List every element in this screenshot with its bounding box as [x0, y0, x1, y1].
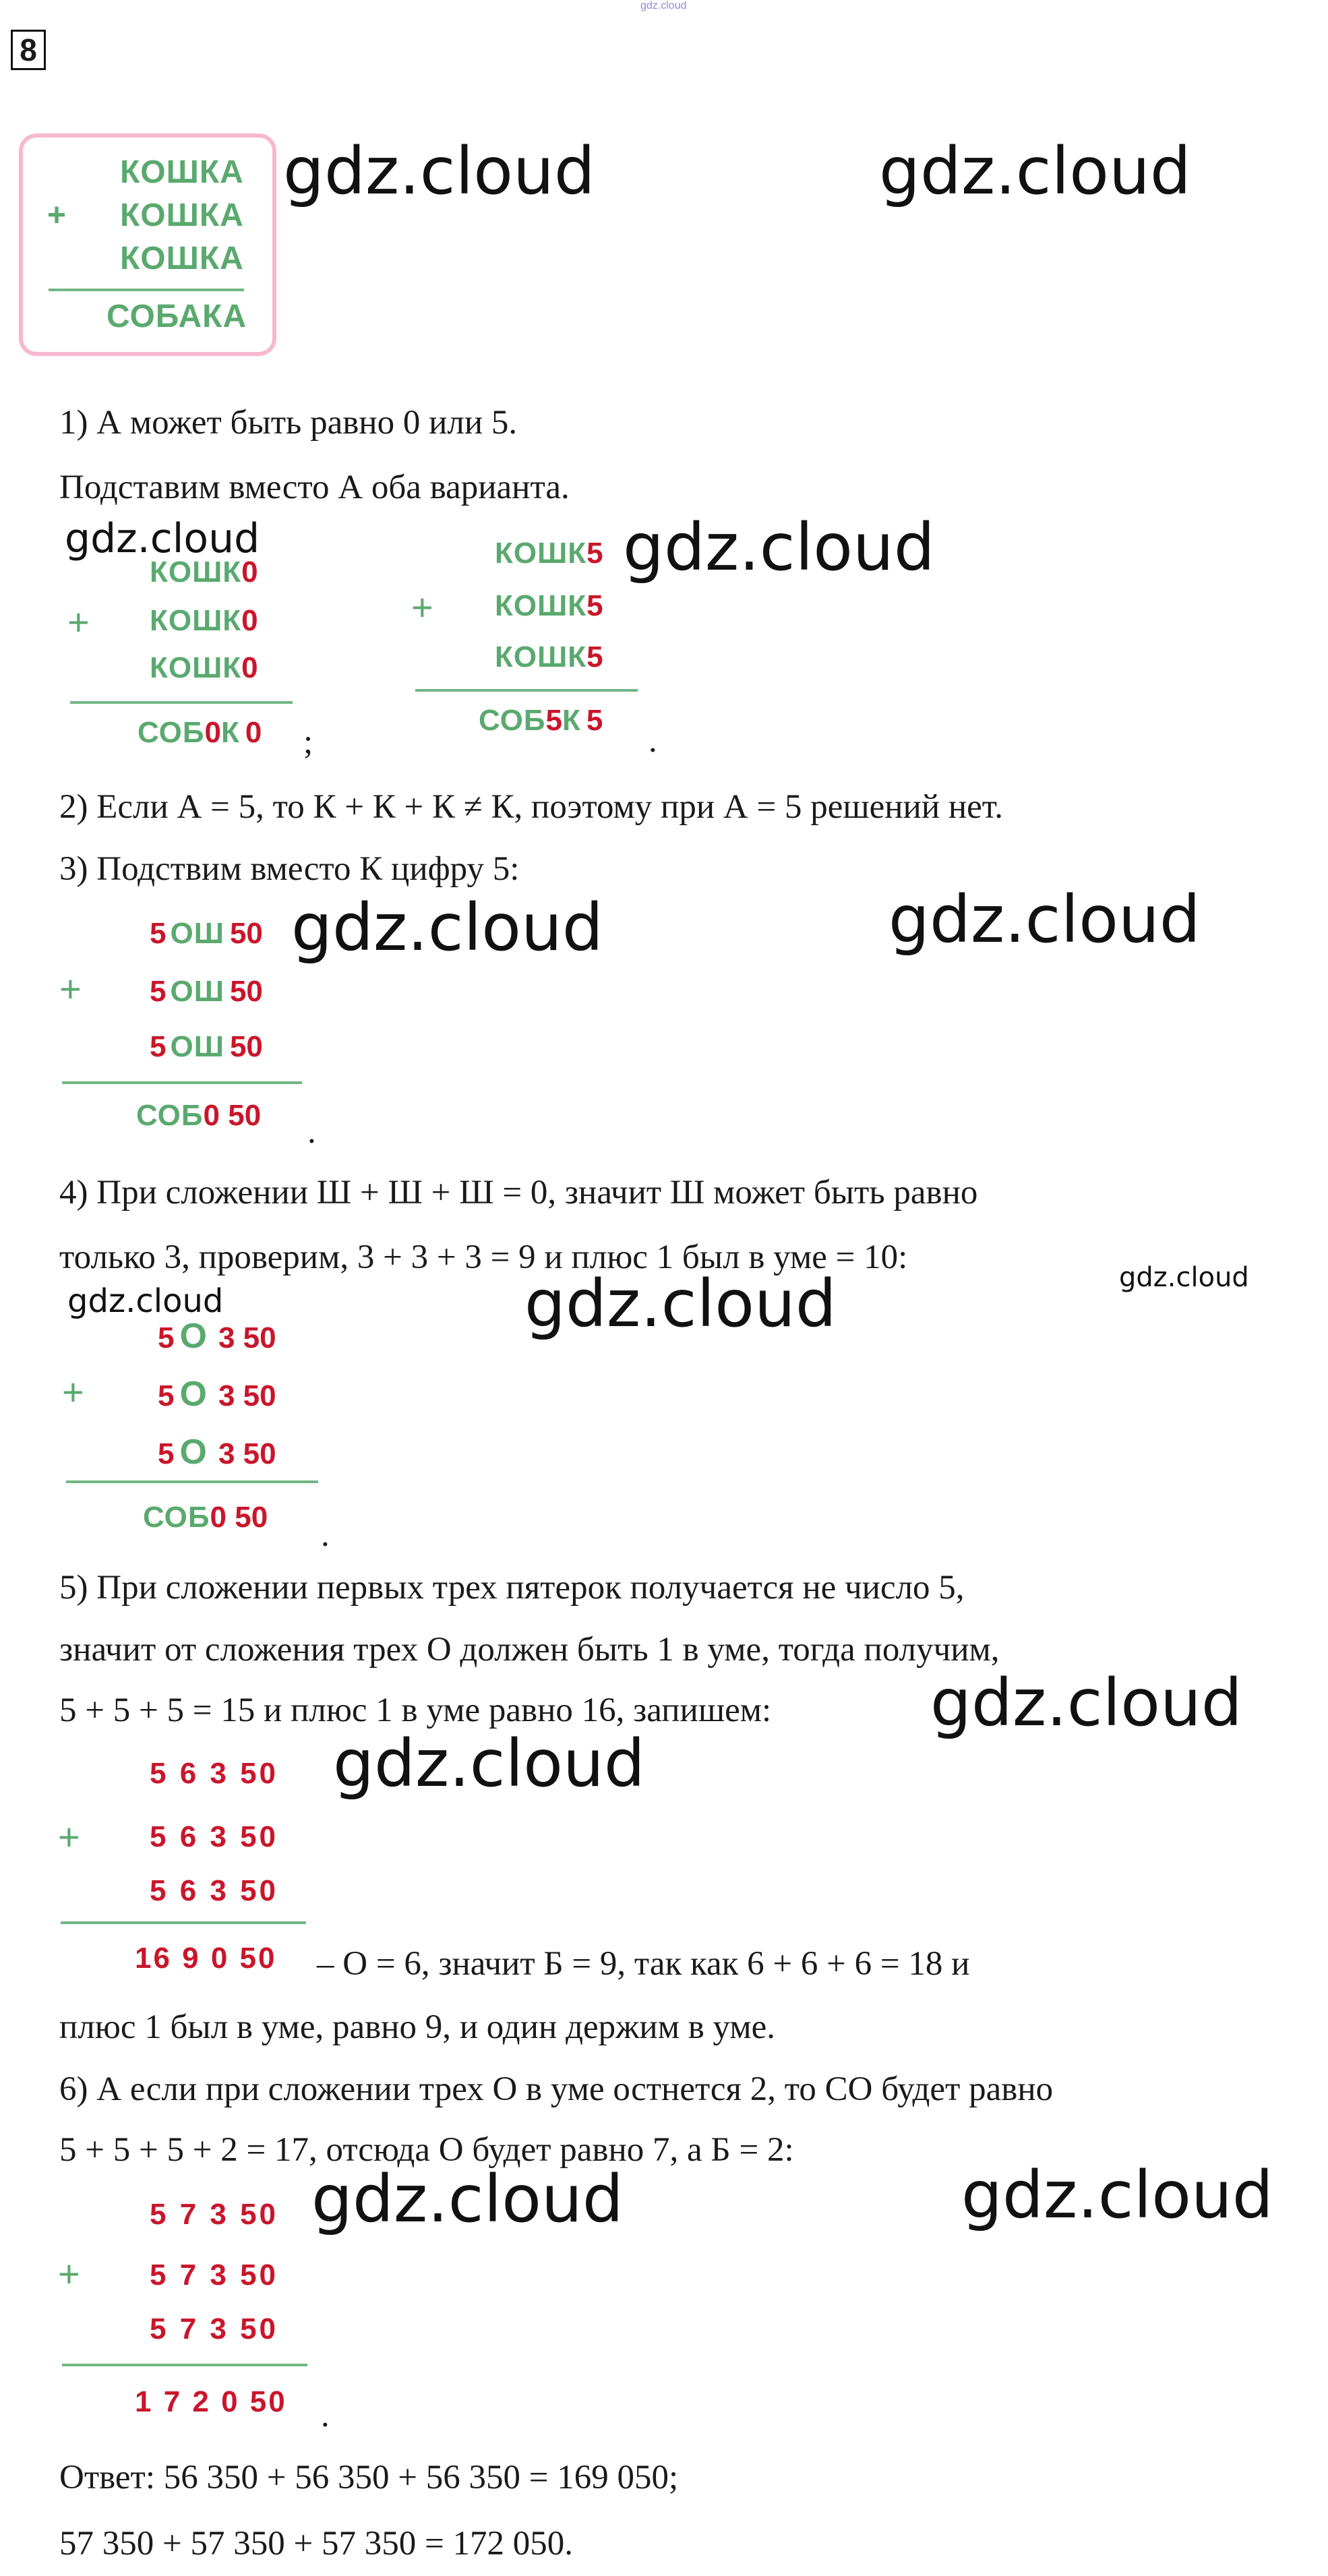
step5-text3: 5 + 5 + 5 = 15 и плюс 1 в уме равно 16, запишем: [59, 1691, 772, 1729]
var0-row-2: КОШК 0 [150, 604, 258, 637]
watermark: gdz.cloud [333, 1726, 645, 1801]
step5-rule [61, 1921, 306, 1924]
step5-text2: значит от сложения трех О должен быть 1 в уме, тогда получим, [59, 1631, 1000, 1669]
step4-row-3: 5 О 3 50 [158, 1433, 276, 1472]
step3-plus: + [59, 967, 82, 1010]
step4-plus: + [62, 1371, 84, 1413]
var5-row-1: КОШК 5 [495, 537, 603, 570]
watermark: gdz.cloud [961, 2157, 1273, 2233]
watermark: gdz.cloud [623, 510, 935, 585]
step3-rule [62, 1081, 302, 1084]
var0-row-1: КОШК 0 [150, 556, 258, 589]
watermark: gdz.cloud [524, 1266, 837, 1342]
step5-row-3: 5 6 3 50 [150, 1874, 279, 1907]
step5-after: – О = 6, значит Б = 9, так как 6 + 6 + 6 = 18 и [317, 1945, 970, 1983]
step1-text: 1) А может быть равно 0 или 5. [59, 404, 518, 442]
task-plus: + [47, 198, 67, 233]
task-number: 8 [11, 30, 46, 70]
answer-line-1: Ответ: 56 350 + 56 350 + 56 350 = 169 050; [59, 2459, 679, 2496]
step6-result: 1 7 2 0 50 [135, 2385, 287, 2418]
top-watermark: gdz.cloud [640, 0, 687, 11]
step6-row-1: 5 7 3 50 [150, 2198, 279, 2231]
step6-text2: 5 + 5 + 5 + 2 = 17, отсюда О будет равно 7, а Б = 2: [59, 2131, 794, 2169]
watermark: gdz.cloud [879, 133, 1191, 209]
step5-row-2: 5 6 3 50 [150, 1820, 279, 1853]
watermark: gdz.cloud [1119, 1262, 1249, 1293]
task-row-1: КОШКА [120, 154, 244, 190]
step4-result: СОБ 0 50 [143, 1501, 268, 1534]
step1-text2: Подставим вместо А оба варианта. [59, 469, 570, 506]
watermark: gdz.cloud [888, 882, 1201, 957]
step4-text2: только 3, проверим, 3 + 3 + 3 = 9 и плюс 1 был в уме = 10: [59, 1238, 908, 1276]
step5-plus: + [58, 1816, 80, 1858]
step3-separator: . [307, 1113, 316, 1151]
var5-result: СОБ 5 К 5 [479, 704, 603, 737]
step2-text: 2) Если А = 5, то К + К + К ≠ К, поэтому при А = 5 решений нет. [59, 788, 1004, 826]
step3-row-2: 5 ОШ 50 [150, 975, 263, 1008]
var0-separator: ; [303, 723, 313, 761]
step5-result: 16 9 0 50 [135, 1942, 277, 1975]
var0-result: СОБ 0 К 0 [138, 716, 262, 749]
var5-rule [415, 689, 638, 692]
var0-row-3: КОШК 0 [150, 651, 258, 684]
var5-separator: . [648, 722, 657, 760]
answer-line-2: 57 350 + 57 350 + 57 350 = 172 050. [59, 2525, 574, 2563]
var5-plus: + [411, 586, 433, 628]
step4-rule [66, 1480, 318, 1483]
step6-plus: + [58, 2252, 80, 2295]
watermark: gdz.cloud [67, 1282, 224, 1320]
watermark: gdz.cloud [291, 890, 603, 965]
step6-text: 6) А если при сложении трех О в уме остнется 2, то СО будет равно [59, 2070, 1054, 2108]
var5-row-3: КОШК 5 [495, 640, 603, 673]
step6-rule [62, 2364, 307, 2366]
step5-text4: плюс 1 был в уме, равно 9, и один держим в уме. [59, 2008, 776, 2046]
step3-result: СОБ 0 50 [136, 1099, 262, 1132]
task-result: СОБАКА [107, 299, 247, 334]
step4-row-1: 5 О 3 50 [158, 1317, 276, 1356]
watermark: gdz.cloud [283, 133, 595, 209]
step4-text: 4) При сложении Ш + Ш + Ш = 0, значит Ш может быть равно [59, 1174, 978, 1211]
step3-row-1: 5 ОШ 50 [150, 917, 263, 950]
task-row-2: КОШКА [120, 198, 244, 233]
step4-separator: . [321, 1516, 330, 1554]
step6-row-3: 5 7 3 50 [150, 2312, 279, 2345]
task-rule [49, 289, 244, 291]
step6-separator: . [321, 2397, 330, 2434]
step3-row-3: 5 ОШ 50 [150, 1030, 263, 1063]
step6-row-2: 5 7 3 50 [150, 2258, 279, 2292]
step3-text: 3) Подствим вместо К цифру 5: [59, 850, 520, 888]
step4-row-2: 5 О 3 50 [158, 1375, 276, 1414]
step5-text: 5) При сложении первых трех пятерок получается не число 5, [59, 1569, 965, 1607]
var0-plus: + [67, 601, 90, 643]
step5-row-1: 5 6 3 50 [150, 1757, 279, 1790]
var0-rule [70, 701, 293, 704]
var5-row-2: КОШК 5 [495, 589, 603, 622]
watermark: gdz.cloud [65, 515, 260, 562]
watermark: gdz.cloud [311, 2161, 624, 2237]
task-row-3: КОШКА [120, 241, 244, 276]
watermark: gdz.cloud [930, 1665, 1242, 1741]
